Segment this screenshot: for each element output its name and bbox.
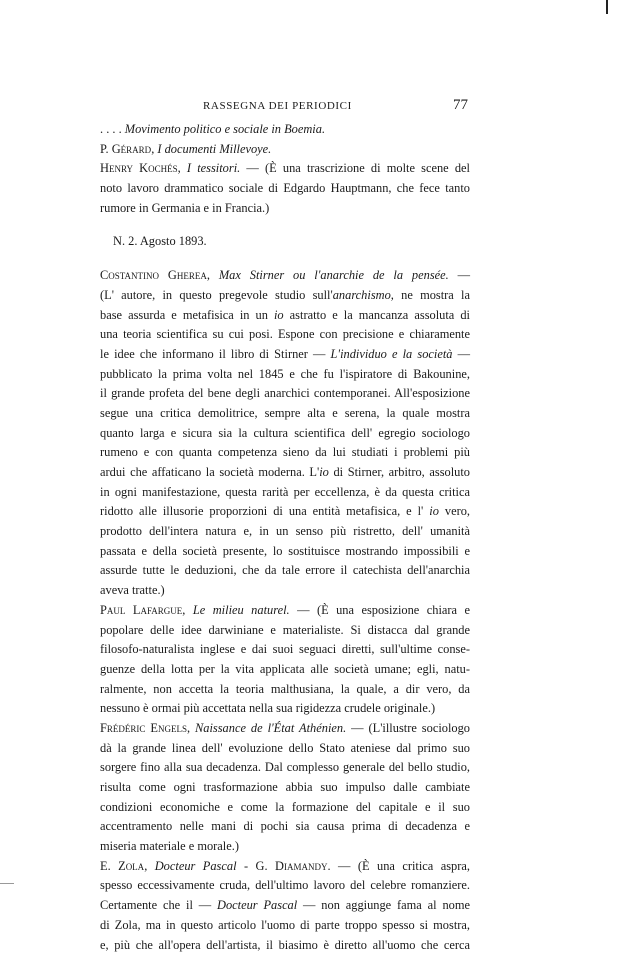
text-line <box>100 463 470 483</box>
text-segment: miseria materiale e morale.) <box>100 839 239 853</box>
text-line <box>100 306 470 326</box>
text-line <box>100 502 470 522</box>
italic-title-segment: Naissance de l'État Athénien. <box>195 721 346 735</box>
text-line <box>100 365 470 385</box>
text-segment: ola <box>126 859 145 873</box>
text-segment: noto lavoro drammatico sociale di Edgardo Hauptmann, che fece tanto <box>100 181 470 195</box>
text-segment: — (È una esposizione chiara e <box>290 603 470 617</box>
text-line <box>100 778 470 798</box>
running-header <box>0 98 618 118</box>
italic-title-segment: io <box>319 465 329 479</box>
periodical-review-text <box>100 120 470 955</box>
text-line <box>100 896 470 916</box>
text-segment: aul <box>107 603 126 617</box>
text-segment: rumeno e con quanta competenza sieno da lui studiati i problemi più <box>100 445 470 459</box>
text-line <box>100 621 470 641</box>
page-number: 77 <box>453 97 468 114</box>
text-segment: — <box>452 347 470 361</box>
text-line <box>100 522 470 542</box>
text-segment: C <box>100 268 108 282</box>
text-segment: , <box>178 161 187 175</box>
text-segment: érard <box>121 142 152 156</box>
text-line <box>100 266 470 286</box>
text-segment: iamandy <box>284 859 328 873</box>
text-segment: astratto e la mancanza assoluta di <box>284 308 470 322</box>
text-segment: rédéric <box>107 721 146 735</box>
text-segment: N. 2. Agosto 1893. <box>113 234 207 248</box>
italic-title-segment: Le milieu naturel. <box>193 603 290 617</box>
text-segment: vero, <box>439 504 470 518</box>
text-line <box>100 140 470 160</box>
text-segment: sorgere fino alla sua decadenza. Dal complesso generale del bello studio, <box>100 760 470 774</box>
text-segment: assurde tutte le deduzioni, che da tale errore il catechista dell'anarchia <box>100 563 470 577</box>
text-segment: ralmente, non accetta la teoria malthusiana, la quale, a dir vero, da <box>100 682 470 696</box>
text-line <box>100 739 470 759</box>
text-segment: L <box>125 603 140 617</box>
text-line <box>100 601 470 621</box>
text-segment: quanto larga e sicura sia la cultura scientifica dell' egregio sociologo <box>100 426 470 440</box>
text-segment: (L' autore, in questo pregevole studio sull' <box>100 288 333 302</box>
text-segment: prodotto dell'intera natura e, in un senso più ristretto, dell' umanità <box>100 524 470 538</box>
text-line <box>100 404 470 424</box>
text-line <box>100 936 470 955</box>
text-segment: le idee che informano il libro di Stirner — <box>100 347 331 361</box>
text-segment: una teoria scientifica su cui posi. Espone con precisione e chiaramente <box>100 327 470 341</box>
text-line <box>100 345 470 365</box>
text-line <box>100 424 470 444</box>
text-segment: — (L'illustre sociologo <box>346 721 470 735</box>
text-line <box>100 384 470 404</box>
italic-title-segment: io <box>274 308 284 322</box>
text-line <box>100 680 470 700</box>
text-line <box>100 817 470 837</box>
text-segment: G <box>159 268 177 282</box>
text-segment: Certamente che il — <box>100 898 217 912</box>
text-line <box>100 660 470 680</box>
paragraph-gap <box>100 218 470 232</box>
text-segment: , <box>207 268 219 282</box>
text-segment: spesso eccessivamente cruda, dell'ultimo lavoro del celebre romanziere. <box>100 878 470 892</box>
text-segment: nessuno è ormai più accettata nella sua rigidezza crudele originale.) <box>100 701 435 715</box>
text-segment: rumore in Germania e in Francia.) <box>100 201 269 215</box>
text-segment: passata e della società presente, lo sostituisce mostrando impossibili e <box>100 544 470 558</box>
text-segment: — <box>449 268 470 282</box>
text-segment: segue una critica demolitrice, sempre alta e serena, la quale mostra <box>100 406 470 420</box>
text-segment: ridotto alle illusorie proporzioni di una entità metafisica, e l' <box>100 504 429 518</box>
text-line <box>100 159 470 179</box>
text-line <box>100 232 470 252</box>
text-segment: filosofo-naturalista inglese e dai suoi seguaci diretti, sull'ultime conse- <box>100 642 470 656</box>
text-line <box>100 443 470 463</box>
paragraph-gap <box>100 252 470 266</box>
header-title: RASSEGNA DEI PERIODICI <box>203 100 352 112</box>
text-segment: base assurda e metafisica in un <box>100 308 274 322</box>
text-segment: ostantino <box>108 268 159 282</box>
text-segment: . — (È una critica aspra, <box>327 859 470 873</box>
text-segment: , <box>151 142 157 156</box>
italic-title-segment: Docteur Pascal <box>217 898 297 912</box>
text-segment: di Zola, ma in questo articolo l'uomo di parte troppo spesso si mostra, <box>100 918 470 932</box>
text-segment: condizioni economiche e come la formazione del capitale e il suo <box>100 800 470 814</box>
text-segment: — non aggiunge fama al nome <box>297 898 470 912</box>
text-segment: P <box>100 603 107 617</box>
text-line <box>100 120 470 140</box>
scan-edge-mark <box>606 0 608 14</box>
italic-title-segment: Movimento politico e sociale in Boemia. <box>125 122 325 136</box>
text-segment: risulta come ogni trasformazione abbia suo impulso dalle cambiate <box>100 780 470 794</box>
text-segment: herea <box>177 268 207 282</box>
text-segment: accentramento nelle mani di pochi sia causa prima di decadenza e <box>100 819 470 833</box>
text-segment: ardui che affaticano la società moderna. L' <box>100 465 319 479</box>
text-segment: K <box>133 161 148 175</box>
text-segment: in ogni manifestazione, questa rarità per eccellenza, è da questa critica <box>100 485 470 499</box>
text-segment: ochés <box>148 161 178 175</box>
text-line <box>100 876 470 896</box>
italic-title-segment: io <box>429 504 439 518</box>
italic-title-segment: I tessitori. <box>187 161 240 175</box>
italic-title-segment: L'individuo e la società <box>331 347 453 361</box>
text-segment: e, più che all'opera dell'artista, il biasimo è diretto all'uomo che cerca <box>100 938 470 952</box>
text-line <box>100 857 470 877</box>
text-segment: , <box>187 721 195 735</box>
text-segment: afargue <box>140 603 182 617</box>
text-line <box>100 758 470 778</box>
text-segment: guenze della lotta per la vita applicata alle società umane; egli, natu- <box>100 662 470 676</box>
text-segment: F <box>100 721 107 735</box>
text-line <box>100 798 470 818</box>
text-line <box>100 837 470 857</box>
italic-title-segment: Max Stirner ou l'anarchie de la pensée. <box>219 268 449 282</box>
text-line <box>100 199 470 219</box>
text-line <box>100 916 470 936</box>
text-segment: popolare delle idee darwiniane e materialiste. Si distacca dal grande <box>100 623 470 637</box>
text-segment: enry <box>109 161 133 175</box>
text-line <box>100 483 470 503</box>
text-line <box>100 286 470 306</box>
scan-edge-mark-bottom <box>0 883 14 884</box>
text-segment: ngels <box>158 721 187 735</box>
text-segment: , <box>144 859 155 873</box>
text-segment: — (È una trascrizione di molte scene del <box>240 161 470 175</box>
text-segment: dà la grande linea dell' evoluzione dello Stato ateniese dal primo suo <box>100 741 470 755</box>
text-segment: di Stirner, arbitro, assoluto <box>329 465 470 479</box>
text-segment: aveva tratte.) <box>100 583 165 597</box>
text-line <box>100 699 470 719</box>
text-line <box>100 542 470 562</box>
text-segment: H <box>100 161 109 175</box>
text-segment: P. G <box>100 142 121 156</box>
text-line <box>100 179 470 199</box>
text-segment: il grande profeta del bene degli anarchici contemporanei. All'esposizione <box>100 386 470 400</box>
text-line <box>100 719 470 739</box>
text-segment: . . . . <box>100 122 125 136</box>
text-segment: pubblicato la prima volta nel 1845 e che fu l'ispiratore di Bakounine, <box>100 367 470 381</box>
text-line <box>100 581 470 601</box>
italic-title-segment: I documenti Millevoye. <box>157 142 271 156</box>
text-line <box>100 640 470 660</box>
italic-title-segment: anarchismo, <box>333 288 394 302</box>
text-line <box>100 325 470 345</box>
text-segment: E. Z <box>100 859 126 873</box>
text-segment: - G. D <box>237 859 284 873</box>
italic-title-segment: Docteur Pascal <box>155 859 237 873</box>
text-segment: ne mostra la <box>394 288 470 302</box>
text-segment: E <box>145 721 158 735</box>
text-line <box>100 561 470 581</box>
text-segment: , <box>182 603 193 617</box>
